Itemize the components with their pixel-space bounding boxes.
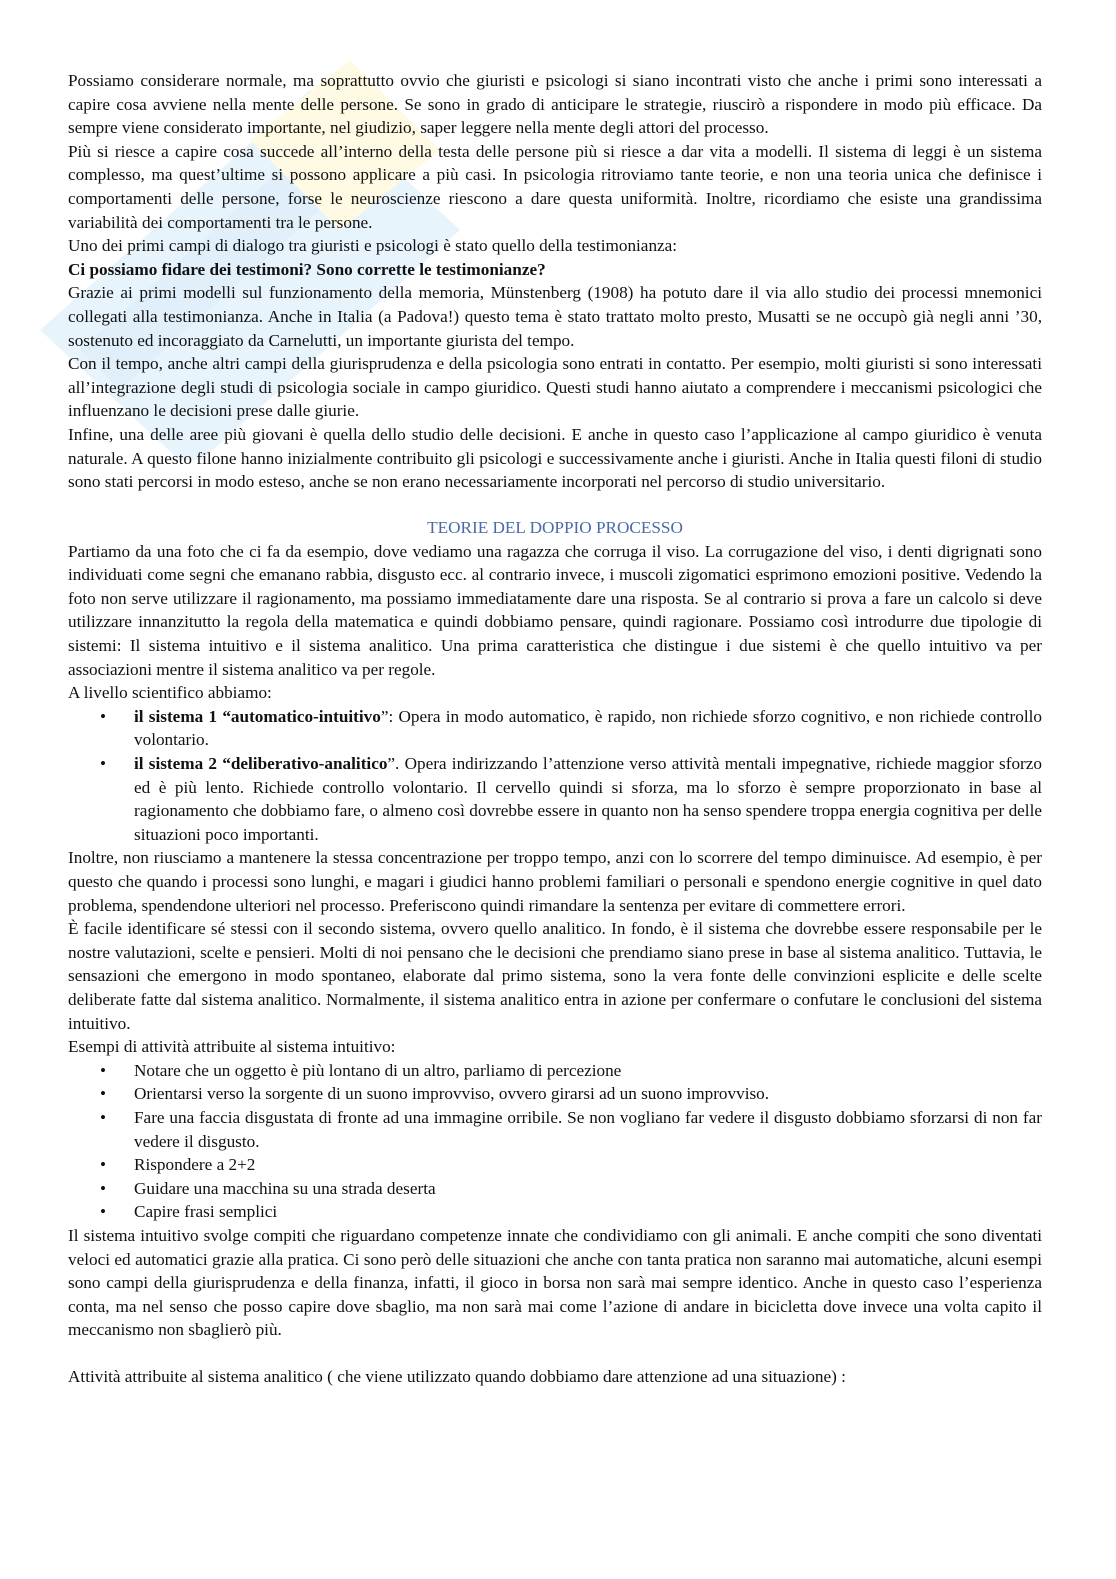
question-heading: Ci possiamo fidare dei testimoni? Sono corrette le testimonianze? [68,259,546,279]
section-paragraph-3: Inoltre, non riusciamo a mantenere la stessa concentrazione per troppo tempo, anzi con lo scorrere del tempo diminuisce. Ad esempio, è per questo che quando i processi sono lunghi, e magari i giudici hanno problemi familiari o personali e spendono energie cognitive in quel dato problema, spendendone ulteriori nel processo. Preferiscono quindi rimandare la sentenza per evitare di commettere errori. [68,848,1042,915]
bullet-icon: • [100,706,107,726]
bullet-icon: • [100,1178,107,1198]
list-item-system-1 [68,705,1042,752]
intro-paragraph-5: Con il tempo, anche altri campi della giurisprudenza e della psicologia sono entrati in contatto. Per esempio, molti giuristi si sono interessati all’integrazione degli studi di psicologia sociale in campo giuridico. Questi studi hanno aiutato a comprendere i meccanismi psicologici che influenzano le decisioni prese dalle giurie. [68,354,1042,421]
list-item [68,1200,1042,1224]
bullet-icon: • [100,1084,107,1104]
system-1-name: il sistema 1 “automatico-intuitivo [134,706,381,726]
bullet-icon: • [100,1155,107,1175]
list-item [68,1059,1042,1083]
section-title: TEORIE DEL DOPPIO PROCESSO [427,517,683,537]
intuitive-examples-list [68,1059,1042,1224]
list-item-text: Orientarsi verso la sorgente di un suono improvviso, ovvero girarsi ad un suono improvviso. [134,1084,770,1104]
system-2-description: ”. Opera indirizzando l’attenzione verso attività mentali impegnative, richiede maggior sforzo ed è più lento. Richiede controllo volontario. Il cervello quindi si sforza, ma lo sforzo è sempre proporzionato in base al ragionamento che dobbiamo fare, o almeno così dovrebbe essere in quanto non ha senso spendere troppa energia cognitiva per delle situazioni poco importanti. [134,754,1042,844]
list-item-text: Fare una faccia disgustata di fronte ad una immagine orribile. Se non vogliano far vedere il disgusto dobbiamo sforzarsi di non far vedere il disgusto. [134,1107,1042,1151]
list-item-text: Capire frasi semplici [134,1202,278,1222]
section-paragraph-6: Il sistema intuitivo svolge compiti che riguardano competenze innate che condividiamo con gli animali. E anche compiti che sono diventati veloci ed automatici grazie alla pratica. Ci sono però delle situazioni che anche con tanta pratica non saranno mai automatiche, alcuni esempi sono campi della giurisprudenza e della finanza, infatti, il gioco in borsa non sarà mai sempre identico. Anche in questo caso l’esperienza conta, ma nel senso che posso capire dove sbaglio, ma non sarà mai come l’azione di andare in bicicletta dove invece una volta capito il meccanismo non sbaglierò più. [68,1225,1042,1340]
list-item-text: Notare che un oggetto è più lontano di un altro, parliamo di percezione [134,1060,622,1080]
bullet-icon: • [100,1202,107,1222]
bullet-icon: • [100,1060,107,1080]
intro-paragraph-1: Possiamo considerare normale, ma soprattutto ovvio che giuristi e psicologi si siano incontrati visto che anche i primi sono interessati a capire cosa avviene nella mente delle persone. Se sono in grado di anticipare le strategie, riuscirò a rispondere in modo più efficace. Da sempre viene considerato importante, nel giudizio, saper leggere nella mente degli attori del processo. [68,71,1042,138]
list-item [68,1082,1042,1106]
list-item [68,1153,1042,1177]
section-paragraph-2: A livello scientifico abbiamo: [68,683,272,703]
section-paragraph-5: Esempi di attività attribuite al sistema intuitivo: [68,1037,396,1057]
bullet-icon: • [100,1107,107,1127]
intro-paragraph-4: Grazie ai primi modelli sul funzionamento della memoria, Münstenberg (1908) ha potuto dare il via allo studio dei processi mnemonici collegati alla testimonianza. Anche in Italia (a Padova!) questo tema è stato trattato molto presto, Musatti se ne occupò già negli anni ’30, sostenuto ed incoraggiato da Carnelutti, un importante giurista del tempo. [68,283,1042,350]
intro-paragraph-3: Uno dei primi campi di dialogo tra giuristi e psicologi è stato quello della testimonianza: [68,236,678,256]
list-item [68,1106,1042,1153]
paragraph-gap [68,1342,1042,1366]
system-2-name: il sistema 2 “deliberativo-analitico [134,754,388,774]
system-1-description: ”: Opera in modo automatico, è rapido, non richiede sforzo cognitivo, e non richiede controllo volontario. [134,706,1042,750]
section-paragraph-7: Attività attribuite al sistema analitico ( che viene utilizzato quando dobbiamo dare attenzione ad una situazione) : [68,1367,846,1387]
list-item [68,1177,1042,1201]
list-item-system-2 [68,752,1042,846]
intro-paragraph-2: Più si riesce a capire cosa succede all’interno della testa delle persone più si riesce a dar vita a modelli. Il sistema di leggi è un sistema complesso, ma quest’ultime si possono applicare a più casi. In psicologia ritroviamo tante teorie, e non una teoria unica che definisce i comportamenti delle persone, forse le neuroscienze riescono a dare questa uniformità. Inoltre, ricordiamo che esiste una grandissima variabilità dei comportamenti tra le persone. [68,141,1042,232]
section-paragraph-1: Partiamo da una foto che ci fa da esempio, dove vediamo una ragazza che corruga il viso. La corrugazione del viso, i denti digrignati sono individuati come segni che emanano rabbia, disgusto ecc. al contrario invece, i muscoli zigomatici esprimono emozioni positive. Vedendo la foto non serve utilizzare il ragionamento, ma possiamo immediatamente dare una risposta. Se al contrario si prova a fare un calcolo si deve utilizzare innanzitutto la regola della matematica e quindi dobbiamo pensare, quindi ragionare. Possiamo così introdurre due tipologie di sistemi: Il sistema intuitivo e il sistema analitico. Una prima caratteristica che distingue i due sistemi è che quello intuitivo va per associazioni mentre il sistema analitico va per regole. [68,541,1042,679]
systems-list [68,705,1042,847]
intro-paragraph-6: Infine, una delle aree più giovani è quella dello studio delle decisioni. E anche in questo caso l’applicazione al campo giuridico è venuta naturale. A questo filone hanno inizialmente contribuito gli psicologi e successivamente anche i giuristi. Anche in Italia questi filoni di studio sono stati percorsi in modo esteso, anche se non erano necessariamente incorporati nel percorso di studio universitario. [68,424,1042,492]
bullet-icon: • [100,754,107,774]
document-page [68,69,1042,1389]
list-item-text: Rispondere a 2+2 [134,1155,256,1175]
section-paragraph-4: È facile identificare sé stessi con il secondo sistema, ovvero quello analitico. In fondo, è il sistema che dovrebbe essere responsabile per le nostre valutazioni, scelte e pensieri. Molti di noi pensano che le decisioni che prendiamo siano prese in base al sistema analitico. Tuttavia, le sensazioni che emergono in modo spontaneo, elaborate dal primo sistema, sono la vera fonte delle convinzioni esplicite e delle scelte deliberate fatte dal sistema analitico. Normalmente, il sistema analitico entra in azione per confermare o confutare le conclusioni del sistema intuitivo. [68,919,1042,1033]
list-item-text: Guidare una macchina su una strada deserta [134,1178,436,1198]
